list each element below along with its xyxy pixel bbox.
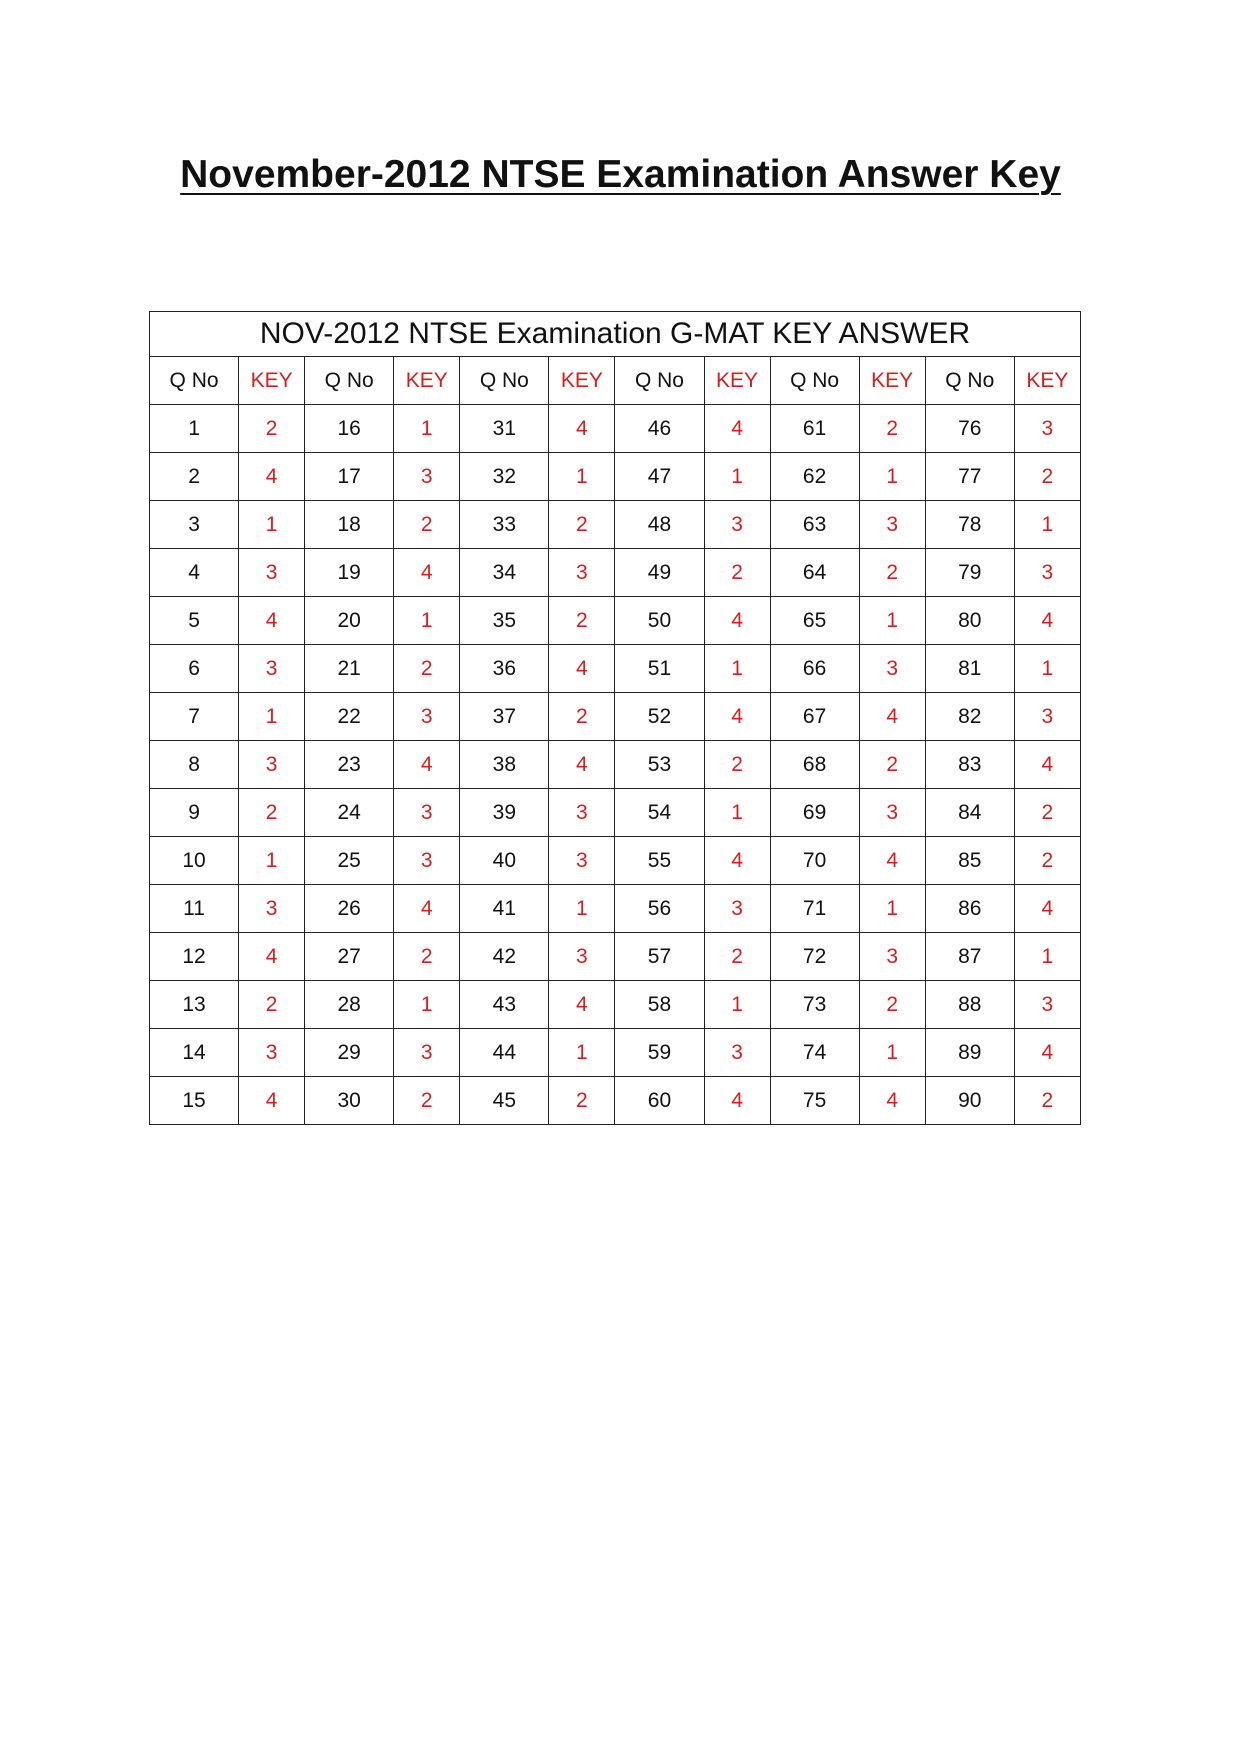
table-row — [150, 453, 1081, 501]
question-number-cell: 59 — [615, 1029, 704, 1077]
answer-key-cell: 3 — [549, 549, 615, 597]
answer-key-cell: 4 — [394, 885, 460, 933]
question-number-cell: 71 — [770, 885, 859, 933]
question-number-cell: 29 — [305, 1029, 394, 1077]
header-key: KEY — [394, 357, 460, 405]
answer-key-cell: 2 — [549, 1077, 615, 1125]
answer-key-cell: 1 — [549, 1029, 615, 1077]
question-number-cell: 50 — [615, 597, 704, 645]
answer-key-cell: 3 — [704, 885, 770, 933]
question-number-cell: 65 — [770, 597, 859, 645]
question-number-cell: 53 — [615, 741, 704, 789]
answer-key-cell: 4 — [239, 1077, 305, 1125]
question-number-cell: 70 — [770, 837, 859, 885]
answer-key-cell: 3 — [394, 789, 460, 837]
question-number-cell: 10 — [150, 837, 239, 885]
answer-key-cell: 1 — [394, 405, 460, 453]
question-number-cell: 21 — [305, 645, 394, 693]
answer-key-cell: 4 — [1014, 597, 1080, 645]
question-number-cell: 37 — [460, 693, 549, 741]
question-number-cell: 6 — [150, 645, 239, 693]
table-row — [150, 1029, 1081, 1077]
answer-key-table — [149, 311, 1081, 1125]
question-number-cell: 56 — [615, 885, 704, 933]
answer-key-cell: 4 — [704, 597, 770, 645]
answer-key-cell: 2 — [1014, 453, 1080, 501]
answer-key-cell: 2 — [239, 789, 305, 837]
answer-key-cell: 3 — [239, 1029, 305, 1077]
question-number-cell: 30 — [305, 1077, 394, 1125]
header-q-no: Q No — [150, 357, 239, 405]
question-number-cell: 46 — [615, 405, 704, 453]
answer-key-cell: 3 — [549, 837, 615, 885]
question-number-cell: 42 — [460, 933, 549, 981]
answer-key-cell: 1 — [549, 885, 615, 933]
header-key: KEY — [1014, 357, 1080, 405]
answer-key-cell: 1 — [704, 981, 770, 1029]
table-row — [150, 405, 1081, 453]
table-row — [150, 837, 1081, 885]
question-number-cell: 4 — [150, 549, 239, 597]
answer-key-cell: 1 — [239, 501, 305, 549]
question-number-cell: 41 — [460, 885, 549, 933]
question-number-cell: 54 — [615, 789, 704, 837]
table-row — [150, 501, 1081, 549]
answer-key-cell: 4 — [704, 1077, 770, 1125]
answer-key-cell: 3 — [239, 549, 305, 597]
answer-key-cell: 3 — [859, 789, 925, 837]
question-number-cell: 90 — [925, 1077, 1014, 1125]
answer-key-cell: 3 — [549, 789, 615, 837]
question-number-cell: 43 — [460, 981, 549, 1029]
answer-key-cell: 2 — [549, 597, 615, 645]
question-number-cell: 85 — [925, 837, 1014, 885]
answer-key-cell: 2 — [704, 549, 770, 597]
question-number-cell: 39 — [460, 789, 549, 837]
question-number-cell: 81 — [925, 645, 1014, 693]
answer-key-cell: 2 — [394, 933, 460, 981]
question-number-cell: 79 — [925, 549, 1014, 597]
question-number-cell: 34 — [460, 549, 549, 597]
table-row — [150, 1077, 1081, 1125]
question-number-cell: 80 — [925, 597, 1014, 645]
answer-key-cell: 4 — [704, 693, 770, 741]
question-number-cell: 31 — [460, 405, 549, 453]
answer-key-cell: 4 — [859, 1077, 925, 1125]
answer-key-cell: 2 — [859, 741, 925, 789]
table-row — [150, 693, 1081, 741]
question-number-cell: 51 — [615, 645, 704, 693]
answer-key-cell: 4 — [1014, 885, 1080, 933]
question-number-cell: 25 — [305, 837, 394, 885]
answer-key-cell: 1 — [859, 885, 925, 933]
answer-key-cell: 2 — [394, 645, 460, 693]
answer-key-cell: 1 — [1014, 645, 1080, 693]
table-header-row — [150, 357, 1081, 405]
answer-key-cell: 1 — [704, 789, 770, 837]
table-row — [150, 885, 1081, 933]
answer-key-cell: 4 — [859, 837, 925, 885]
question-number-cell: 9 — [150, 789, 239, 837]
question-number-cell: 73 — [770, 981, 859, 1029]
question-number-cell: 77 — [925, 453, 1014, 501]
question-number-cell: 5 — [150, 597, 239, 645]
question-number-cell: 88 — [925, 981, 1014, 1029]
question-number-cell: 86 — [925, 885, 1014, 933]
answer-key-cell: 3 — [1014, 981, 1080, 1029]
answer-key-cell: 2 — [394, 1077, 460, 1125]
question-number-cell: 23 — [305, 741, 394, 789]
page-title-text: November-2012 NTSE Examination Answer Key — [180, 153, 1061, 196]
question-number-cell: 61 — [770, 405, 859, 453]
question-number-cell: 87 — [925, 933, 1014, 981]
question-number-cell: 66 — [770, 645, 859, 693]
question-number-cell: 27 — [305, 933, 394, 981]
question-number-cell: 63 — [770, 501, 859, 549]
question-number-cell: 35 — [460, 597, 549, 645]
answer-key-cell: 3 — [859, 501, 925, 549]
answer-key-cell: 4 — [549, 645, 615, 693]
question-number-cell: 83 — [925, 741, 1014, 789]
answer-key-cell: 1 — [859, 597, 925, 645]
question-number-cell: 36 — [460, 645, 549, 693]
answer-key-cell: 3 — [394, 1029, 460, 1077]
question-number-cell: 55 — [615, 837, 704, 885]
question-number-cell: 49 — [615, 549, 704, 597]
page-title — [0, 150, 1241, 200]
answer-key-cell: 1 — [1014, 933, 1080, 981]
answer-key-cell: 3 — [239, 885, 305, 933]
question-number-cell: 7 — [150, 693, 239, 741]
answer-key-cell: 2 — [394, 501, 460, 549]
table-row — [150, 981, 1081, 1029]
answer-key-cell: 3 — [239, 741, 305, 789]
question-number-cell: 38 — [460, 741, 549, 789]
answer-key-cell: 4 — [549, 405, 615, 453]
answer-key-cell: 1 — [1014, 501, 1080, 549]
question-number-cell: 62 — [770, 453, 859, 501]
answer-key-cell: 2 — [239, 981, 305, 1029]
question-number-cell: 78 — [925, 501, 1014, 549]
header-q-no: Q No — [615, 357, 704, 405]
question-number-cell: 18 — [305, 501, 394, 549]
answer-key-cell: 2 — [549, 501, 615, 549]
answer-key-cell: 3 — [704, 1029, 770, 1077]
question-number-cell: 64 — [770, 549, 859, 597]
answer-key-cell: 3 — [394, 837, 460, 885]
question-number-cell: 89 — [925, 1029, 1014, 1077]
answer-key-cell: 4 — [859, 693, 925, 741]
answer-key-cell: 4 — [239, 933, 305, 981]
question-number-cell: 8 — [150, 741, 239, 789]
answer-key-cell: 1 — [859, 453, 925, 501]
table-caption: NOV-2012 NTSE Examination G-MAT KEY ANSWER — [150, 312, 1081, 357]
answer-rows — [150, 405, 1081, 1125]
question-number-cell: 24 — [305, 789, 394, 837]
question-number-cell: 82 — [925, 693, 1014, 741]
table-row — [150, 597, 1081, 645]
question-number-cell: 2 — [150, 453, 239, 501]
table-row — [150, 741, 1081, 789]
answer-key-cell: 1 — [394, 981, 460, 1029]
table-row — [150, 933, 1081, 981]
answer-key-cell: 3 — [859, 933, 925, 981]
answer-key-cell: 2 — [859, 981, 925, 1029]
question-number-cell: 74 — [770, 1029, 859, 1077]
answer-key-cell: 3 — [1014, 405, 1080, 453]
answer-key-cell: 2 — [859, 549, 925, 597]
answer-key-cell: 3 — [1014, 549, 1080, 597]
header-key: KEY — [859, 357, 925, 405]
question-number-cell: 84 — [925, 789, 1014, 837]
answer-key-cell: 3 — [1014, 693, 1080, 741]
question-number-cell: 72 — [770, 933, 859, 981]
header-q-no: Q No — [770, 357, 859, 405]
answer-key-cell: 4 — [704, 405, 770, 453]
question-number-cell: 19 — [305, 549, 394, 597]
answer-key-cell: 3 — [859, 645, 925, 693]
answer-key-cell: 4 — [239, 453, 305, 501]
answer-key-cell: 3 — [239, 645, 305, 693]
question-number-cell: 3 — [150, 501, 239, 549]
question-number-cell: 44 — [460, 1029, 549, 1077]
answer-key-cell: 1 — [704, 453, 770, 501]
header-key: KEY — [704, 357, 770, 405]
answer-key-cell: 4 — [394, 549, 460, 597]
answer-key-cell: 4 — [549, 981, 615, 1029]
question-number-cell: 33 — [460, 501, 549, 549]
header-key: KEY — [239, 357, 305, 405]
question-number-cell: 28 — [305, 981, 394, 1029]
answer-key-cell: 3 — [704, 501, 770, 549]
answer-key-cell: 4 — [704, 837, 770, 885]
answer-key-cell: 4 — [394, 741, 460, 789]
header-q-no: Q No — [305, 357, 394, 405]
answer-key-cell: 4 — [239, 597, 305, 645]
answer-key-cell: 3 — [394, 453, 460, 501]
question-number-cell: 75 — [770, 1077, 859, 1125]
question-number-cell: 1 — [150, 405, 239, 453]
table-row — [150, 549, 1081, 597]
question-number-cell: 40 — [460, 837, 549, 885]
answer-key-cell: 4 — [1014, 741, 1080, 789]
question-number-cell: 76 — [925, 405, 1014, 453]
header-q-no: Q No — [460, 357, 549, 405]
answer-key-cell: 1 — [549, 453, 615, 501]
table-row — [150, 789, 1081, 837]
answer-key-cell: 2 — [239, 405, 305, 453]
table-row — [150, 645, 1081, 693]
answer-key-cell: 3 — [394, 693, 460, 741]
answer-key-cell: 2 — [859, 405, 925, 453]
question-number-cell: 16 — [305, 405, 394, 453]
answer-key-cell: 1 — [239, 837, 305, 885]
question-number-cell: 26 — [305, 885, 394, 933]
answer-key-cell: 2 — [704, 741, 770, 789]
answer-key-cell: 4 — [549, 741, 615, 789]
answer-key-cell: 1 — [394, 597, 460, 645]
question-number-cell: 69 — [770, 789, 859, 837]
answer-key-cell: 2 — [1014, 789, 1080, 837]
answer-key-cell: 1 — [239, 693, 305, 741]
answer-key-cell: 2 — [549, 693, 615, 741]
question-number-cell: 58 — [615, 981, 704, 1029]
question-number-cell: 11 — [150, 885, 239, 933]
question-number-cell: 67 — [770, 693, 859, 741]
answer-key-cell: 1 — [859, 1029, 925, 1077]
question-number-cell: 68 — [770, 741, 859, 789]
answer-key-cell: 2 — [1014, 837, 1080, 885]
question-number-cell: 14 — [150, 1029, 239, 1077]
question-number-cell: 32 — [460, 453, 549, 501]
answer-key-cell: 4 — [1014, 1029, 1080, 1077]
question-number-cell: 47 — [615, 453, 704, 501]
question-number-cell: 48 — [615, 501, 704, 549]
question-number-cell: 22 — [305, 693, 394, 741]
header-key: KEY — [549, 357, 615, 405]
answer-key-cell: 3 — [549, 933, 615, 981]
question-number-cell: 20 — [305, 597, 394, 645]
question-number-cell: 17 — [305, 453, 394, 501]
question-number-cell: 45 — [460, 1077, 549, 1125]
answer-key-cell: 2 — [704, 933, 770, 981]
question-number-cell: 15 — [150, 1077, 239, 1125]
question-number-cell: 57 — [615, 933, 704, 981]
answer-key-cell: 1 — [704, 645, 770, 693]
question-number-cell: 60 — [615, 1077, 704, 1125]
answer-key-cell: 2 — [1014, 1077, 1080, 1125]
question-number-cell: 13 — [150, 981, 239, 1029]
question-number-cell: 52 — [615, 693, 704, 741]
header-q-no: Q No — [925, 357, 1014, 405]
question-number-cell: 12 — [150, 933, 239, 981]
